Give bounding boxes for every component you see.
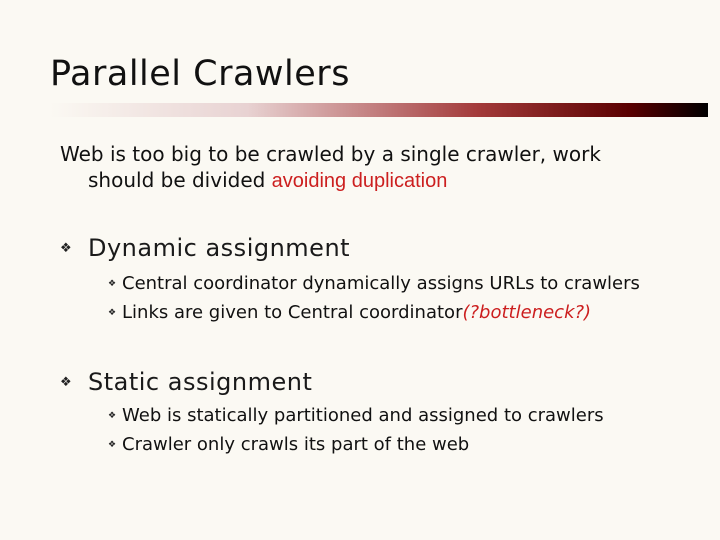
list-item-text: Crawler only crawls its part of the web: [122, 434, 470, 455]
intro-line-1: Web is too big to be crawled by a single crawler, work: [60, 142, 601, 166]
intro-paragraph: [60, 141, 680, 194]
intro-line-2-prefix: should be divided: [88, 168, 272, 192]
list-item-text: Web is statically partitioned and assigned to crawlers: [122, 405, 604, 426]
list-item: [108, 302, 591, 323]
title-underline-rule: [50, 103, 708, 117]
list-item: [108, 273, 640, 294]
slide-title: Parallel Crawlers: [50, 54, 350, 94]
section-heading-static: [60, 368, 312, 396]
section-heading-text: Dynamic assignment: [88, 234, 351, 262]
diamond-bullet-icon: ❖: [108, 439, 117, 450]
section-heading-text: Static assignment: [88, 368, 313, 396]
diamond-bullet-icon: ❖: [108, 278, 117, 289]
intro-line-2: [60, 167, 680, 194]
bottleneck-note: (?bottleneck?): [462, 302, 592, 323]
diamond-bullet-icon: ❖: [60, 240, 73, 256]
intro-emphasis: avoiding duplication: [271, 170, 448, 192]
list-item: [108, 405, 604, 426]
list-item-text: Central coordinator dynamically assigns URLs to crawlers: [122, 273, 640, 294]
list-item-text: Links are given to Central coordinator: [122, 302, 463, 323]
list-item: [108, 434, 469, 455]
section-heading-dynamic: [60, 234, 350, 262]
diamond-bullet-icon: ❖: [108, 307, 117, 318]
diamond-bullet-icon: ❖: [108, 410, 117, 421]
diamond-bullet-icon: ❖: [60, 374, 73, 390]
